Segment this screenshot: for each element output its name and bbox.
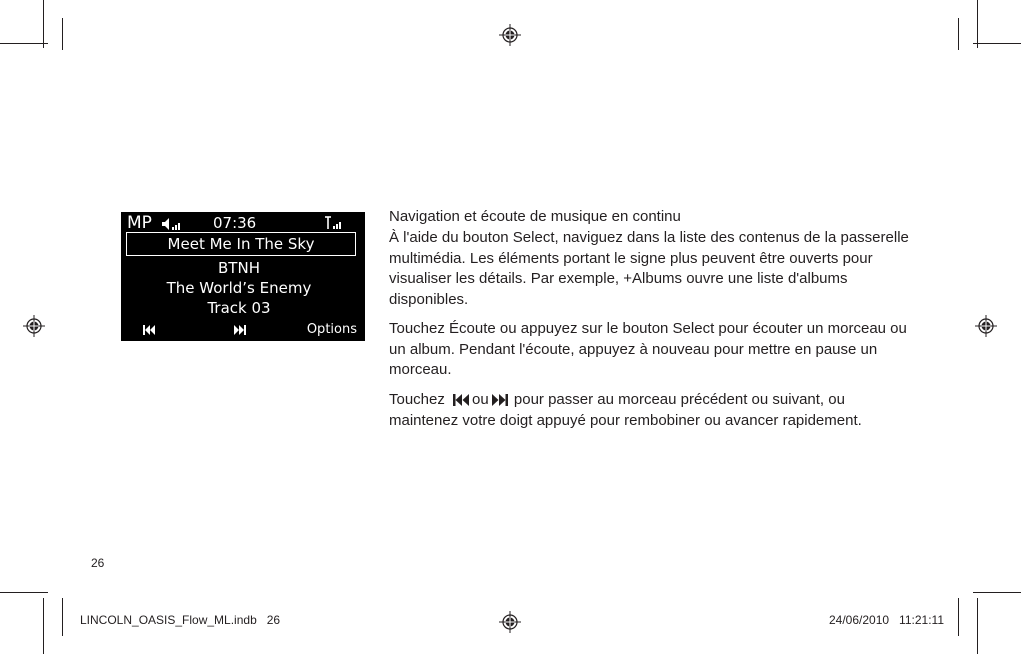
- text: pour passer au morceau précédent ou suivant, ou maintenez votre doigt appuyé pour rembobiner ou avancer rapidement.: [389, 391, 862, 429]
- text: Touchez: [389, 391, 450, 408]
- crop-mark: [62, 18, 63, 50]
- crop-mark: [0, 43, 48, 44]
- registration-mark: [975, 315, 997, 337]
- crop-mark: [977, 0, 978, 48]
- text: Touchez: [389, 320, 450, 337]
- registration-mark: [499, 611, 521, 633]
- page-number: 26: [91, 556, 105, 570]
- song-title: Meet Me In The Sky: [126, 232, 356, 256]
- options-button[interactable]: Options: [306, 322, 357, 337]
- media-player-screen: [121, 212, 365, 341]
- mode-label: MP: [127, 213, 152, 233]
- next-track-icon[interactable]: [234, 325, 246, 335]
- phone-signal-icon: [325, 215, 345, 231]
- crop-mark: [958, 18, 959, 50]
- text: ou: [472, 391, 489, 408]
- previous-track-icon[interactable]: [143, 325, 155, 335]
- text: ouvre une liste d'albums disponibles.: [389, 270, 848, 308]
- slug-filename: LINCOLN_OASIS_Flow_ML.indb 26: [80, 613, 281, 627]
- crop-mark: [43, 0, 44, 48]
- album-name: The World’s Enemy: [166, 279, 312, 297]
- previous-track-icon: [453, 394, 470, 406]
- paragraph-skip: [389, 390, 909, 431]
- track-number: Track 03: [207, 299, 271, 317]
- speaker-signal-icon: [161, 217, 183, 231]
- next-track-icon: [491, 394, 508, 406]
- crop-mark: [0, 592, 48, 593]
- text: ou appuyez sur le bouton Select pour écouter un morceau ou un album. Pendant l'écoute, appuyez à nouveau pour mettre en pause un morceau.: [389, 320, 907, 378]
- paragraph-play: [389, 319, 909, 381]
- albums-term: +Albums: [623, 270, 683, 287]
- crop-mark: [958, 598, 959, 636]
- crop-mark: [977, 598, 978, 654]
- crop-mark: [43, 598, 44, 654]
- registration-mark: [23, 315, 45, 337]
- registration-mark: [499, 24, 521, 46]
- text: À l'aide du bouton Select, naviguez dans la liste des contenus de la passerelle multimédia. Les éléments portant le signe plus peuvent être ouverts pour visualiser les détails. Par exemple,: [389, 229, 909, 287]
- slug-datetime: 24/06/2010 11:21:11: [829, 613, 944, 627]
- paragraph-navigation: [389, 228, 909, 310]
- crop-mark: [973, 592, 1021, 593]
- section-heading: Navigation et écoute de musique en continu: [389, 208, 681, 225]
- crop-mark: [973, 43, 1021, 44]
- clock: 07:36: [213, 214, 257, 232]
- play-term: Écoute: [449, 320, 496, 337]
- artist-name: BTNH: [218, 259, 260, 277]
- crop-mark: [62, 598, 63, 636]
